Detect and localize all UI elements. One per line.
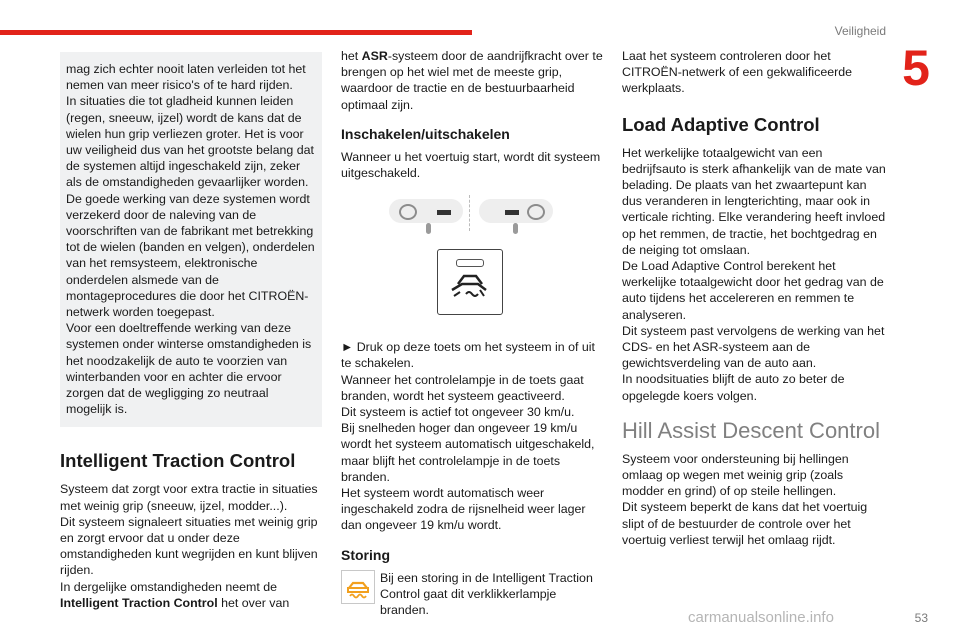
steering-wheel-stalk-icon <box>389 199 463 223</box>
note-paragraph: Voor een doeltreffende werking van deze systemen onder winterse omstandigheden is het noodzakelijk de auto te voorzien van winterbanden voor en achter die ervoor zorgen dat de wegligging zo neutraal mogelijk is. <box>66 321 312 417</box>
body-paragraph: Dit systeem past vervolgens de werking van het CDS- en het ASR-systeem aan de gewichtsverdeling van de auto aan. <box>622 323 885 371</box>
info-note <box>60 52 322 427</box>
note-paragraph: In situaties die tot gladheid kunnen leiden (regen, sneeuw, ijzel) wordt de kans dat de wielen hun grip verliezen groter. Het is voor uw veiligheid dus van het grootste belang dat de systemen altijd ingeschakeld zijn, zeker als de omstandigheden gevaarlijker worden. <box>66 94 314 190</box>
section-title: Veiligheid <box>834 24 886 38</box>
top-accent-bar <box>0 30 472 35</box>
column-2 <box>341 48 605 618</box>
body-paragraph: Wanneer u het voertuig start, wordt dit systeem uitgeschakeld. <box>341 149 601 181</box>
body-paragraph: Dit systeem beperkt de kans dat het voertuig slipt of de bestuurder de controle over het voertuig verliest terwijl het omlaag rijdt. <box>622 500 868 547</box>
steering-wheel-stalk-icon <box>479 199 553 223</box>
page-number: 53 <box>914 611 928 625</box>
note-paragraph: mag zich echter nooit laten verleiden tot het nemen van meer risico's of te hard rijden. <box>66 62 306 93</box>
column-1 <box>60 48 322 611</box>
body-paragraph: Het systeem wordt automatisch weer ingeschakeld zodra de rijsnelheid weer lager dan ongeveer 19 km/u wordt. <box>341 486 586 533</box>
body-paragraph: Laat het systeem controleren door het CITROËN-netwerk of een gekwalificeerde werkplaats. <box>622 49 853 96</box>
chapter-number: 5 <box>902 40 930 96</box>
body-paragraph: In dergelijke omstandigheden neemt de Intelligent Traction Control het over van <box>60 579 290 610</box>
body-paragraph: De Load Adaptive Control berekent het werkelijke totaalgewicht door het gedrag van de auto tijdens het accelereren en remmen te analyseren. <box>622 259 884 322</box>
watermark: carmanualsonline.info <box>688 609 834 626</box>
body-paragraph: Wanneer het controlelampje in de toets gaat branden, wordt het systeem geactiveerd. <box>341 372 584 403</box>
fault-row <box>341 570 605 619</box>
fault-text: Bij een storing in de Intelligent Traction Control gaat dit verklikkerlampje branden. <box>380 570 593 618</box>
intelligent-traction-warning-icon <box>341 570 375 604</box>
traction-control-illustration <box>341 195 605 327</box>
heading-intelligent-traction-control: Intelligent Traction Control <box>60 450 296 472</box>
note-paragraph: De goede werking van deze systemen wordt verzekerd door de naleving van de voorschriften van de fabrikant met betrekking tot de wielen (banden en velgen), onderdelen van het remsysteem, elektronische onderdelen alsmede van de montageprocedures die door het CITROËN-netwerk worden toegepast. <box>66 191 315 320</box>
body-paragraph: het ASR-systeem door de aandrijfkracht over te brengen op het wiel met de meeste grip, waardoor de tractie en de bestuurbaarheid optimaal zijn. <box>341 49 603 112</box>
body-paragraph: Bij snelheden hoger dan ongeveer 19 km/u wordt het systeem automatisch uitgeschakeld, maar blijft het controlelampje in de toets branden. <box>341 421 595 484</box>
heading-storing: Storing <box>341 546 390 563</box>
body-paragraph: Systeem dat zorgt voor extra tractie in situaties met weinig grip (sneeuw, ijzel, modder...). <box>60 482 318 513</box>
body-paragraph: Dit systeem is actief tot ongeveer 30 km/u. <box>341 405 575 420</box>
body-paragraph: Dit systeem signaleert situaties met weinig grip en zorgt ervoor dat u onder deze omstandigheden kunt wegrijden en kunt blijven rijden. <box>60 514 318 578</box>
heading-hill-assist-descent-control: Hill Assist Descent Control <box>622 417 880 443</box>
body-paragraph: Het werkelijke totaalgewicht van een bedrijfsauto is sterk afhankelijk van de mate van belading. De plaats van het zwaartepunt kan dus veranderen in lengterichting, maar ook in verticale richting. Elke verandering heeft invloed op het remmen, de tractie, het bochtgedrag en de neiging tot omslaan. <box>622 145 886 257</box>
body-paragraph: In noodsituaties blijft de auto zo beter de opgelegde koers volgen. <box>622 372 845 403</box>
divider <box>469 195 470 231</box>
heading-load-adaptive-control: Load Adaptive Control <box>622 113 820 135</box>
heading-inschakelen: Inschakelen/uitschakelen <box>341 125 510 142</box>
column-3 <box>622 48 888 548</box>
intelligent-traction-button-icon <box>437 249 503 315</box>
instruction-step: ► Druk op deze toets om het systeem in of uit te schakelen. <box>341 340 595 371</box>
body-paragraph: Systeem voor ondersteuning bij hellingen omlaag op wegen met weinig grip (zoals modder en grind) of op steile hellingen. <box>622 451 849 499</box>
